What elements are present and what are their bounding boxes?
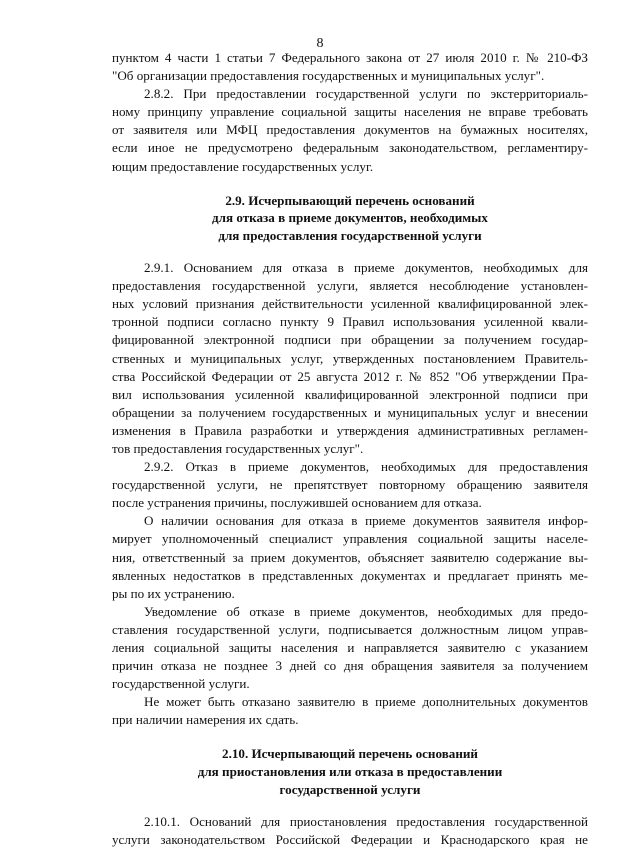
text-line: вил использования усиленной квалифицированной электронной подписи при: [112, 386, 588, 402]
paragraph: [112, 813, 588, 849]
heading-line: государственной услуги: [279, 782, 421, 798]
text-line: ставления государственной услуги, подписывается должностным лицом управ-: [112, 621, 588, 637]
text-line: ственных и муниципальных услуг, утвержденных постановлением Правитель-: [112, 350, 588, 366]
document-body: [112, 49, 588, 849]
paragraph: [112, 603, 588, 693]
text-line: ства Российской Федерации от 25 августа 2012 г. № 852 "Об утверждении Пра-: [112, 368, 588, 384]
text-line: 2.9.2. Отказ в приеме документов, необходимых для предоставления: [144, 459, 588, 475]
page-number: 8: [316, 36, 324, 51]
heading-line: для предоставления государственной услуги: [218, 228, 482, 244]
heading-line: для отказа в приеме документов, необходимых: [212, 210, 488, 226]
text-line: Не может быть отказано заявителю в приеме дополнительных документов: [144, 694, 588, 710]
text-line: фицированной электронной подписи при обращении за получением государ-: [112, 332, 588, 348]
text-line: после устранения причины, послужившей основанием для отказа.: [112, 495, 482, 511]
text-line: обращении за получением государственных и муниципальных услуг и внесении: [112, 404, 588, 420]
text-line: пунктом 4 части 1 статьи 7 Федерального закона от 27 июля 2010 г. № 210-ФЗ: [112, 50, 588, 65]
paragraph: [112, 512, 588, 602]
heading-line: 2.9. Исчерпывающий перечень оснований: [225, 192, 475, 208]
text-line: если иное не предусмотрено федеральным законодательством, регламентиру-: [112, 140, 588, 156]
paragraph: [112, 693, 588, 729]
section-heading: [112, 745, 588, 798]
text-line: услуги законодательством Российской Федерации и Краснодарского края не: [112, 831, 588, 847]
text-line: "Об организации предоставления государственных и муниципальных услуг".: [112, 68, 545, 84]
heading-line: для приостановления или отказа в предоставлении: [197, 764, 503, 780]
text-line: ления социальной защиты населения и направляется заявителю с указанием: [112, 640, 588, 656]
text-line: тронной подписи согласно пункту 9 Правил использования усиленной квали-: [112, 314, 588, 330]
text-line: государственной услуги, не препятствует повторному обращению заявителя: [112, 477, 588, 493]
heading-line: 2.10. Исчерпывающий перечень оснований: [222, 746, 478, 762]
text-line: ющим предоставление государственных услуг.: [112, 158, 374, 174]
text-line: ному принципу управление социальной защиты населения не вправе требовать: [112, 104, 588, 120]
paragraph: [112, 85, 588, 175]
text-line: тов предоставления государственных услуг".: [112, 440, 364, 456]
text-line: изменения в Правила разработки и утверждения административных регламен-: [112, 422, 588, 438]
text-line: Уведомление об отказе в приеме документов, необходимых для предо-: [144, 603, 588, 619]
text-line: при наличии намерения их сдать.: [112, 712, 299, 728]
text-line: причин отказа не позднее 3 дней со дня обращения заявителя за получением: [112, 658, 588, 674]
text-line: государственной услуги.: [112, 676, 250, 692]
text-line: 2.9.1. Основанием для отказа в приеме документов, необходимых для: [144, 260, 588, 276]
text-line: от заявителя или МФЦ предоставления документов на бумажных носителях,: [112, 122, 588, 138]
text-line: 2.10.1. Оснований для приостановления предоставления государственной: [144, 813, 588, 829]
paragraph: [112, 49, 588, 85]
text-line: предоставления государственной услуги, является несоблюдение установлен-: [112, 278, 588, 294]
paragraph: [112, 458, 588, 512]
text-line: О наличии основания для отказа в приеме документов заявителя инфор-: [144, 513, 588, 529]
text-line: ных условий признания действительности усиленной квалифицированной элек-: [112, 296, 588, 312]
text-line: явленных недостатков в представленных документах и предлагает принять ме-: [112, 567, 588, 583]
text-line: 2.8.2. При предоставлении государственной услуги по экстерриториаль-: [144, 86, 588, 102]
section-heading: [112, 192, 588, 245]
paragraph: [112, 259, 588, 458]
text-line: мирует уполномоченный специалист управления социальной защиты населе-: [112, 531, 588, 547]
text-line: ры по их устранению.: [112, 585, 235, 601]
text-line: ния, ответственный за прием документов, объясняет заявителю содержание вы-: [112, 549, 588, 565]
